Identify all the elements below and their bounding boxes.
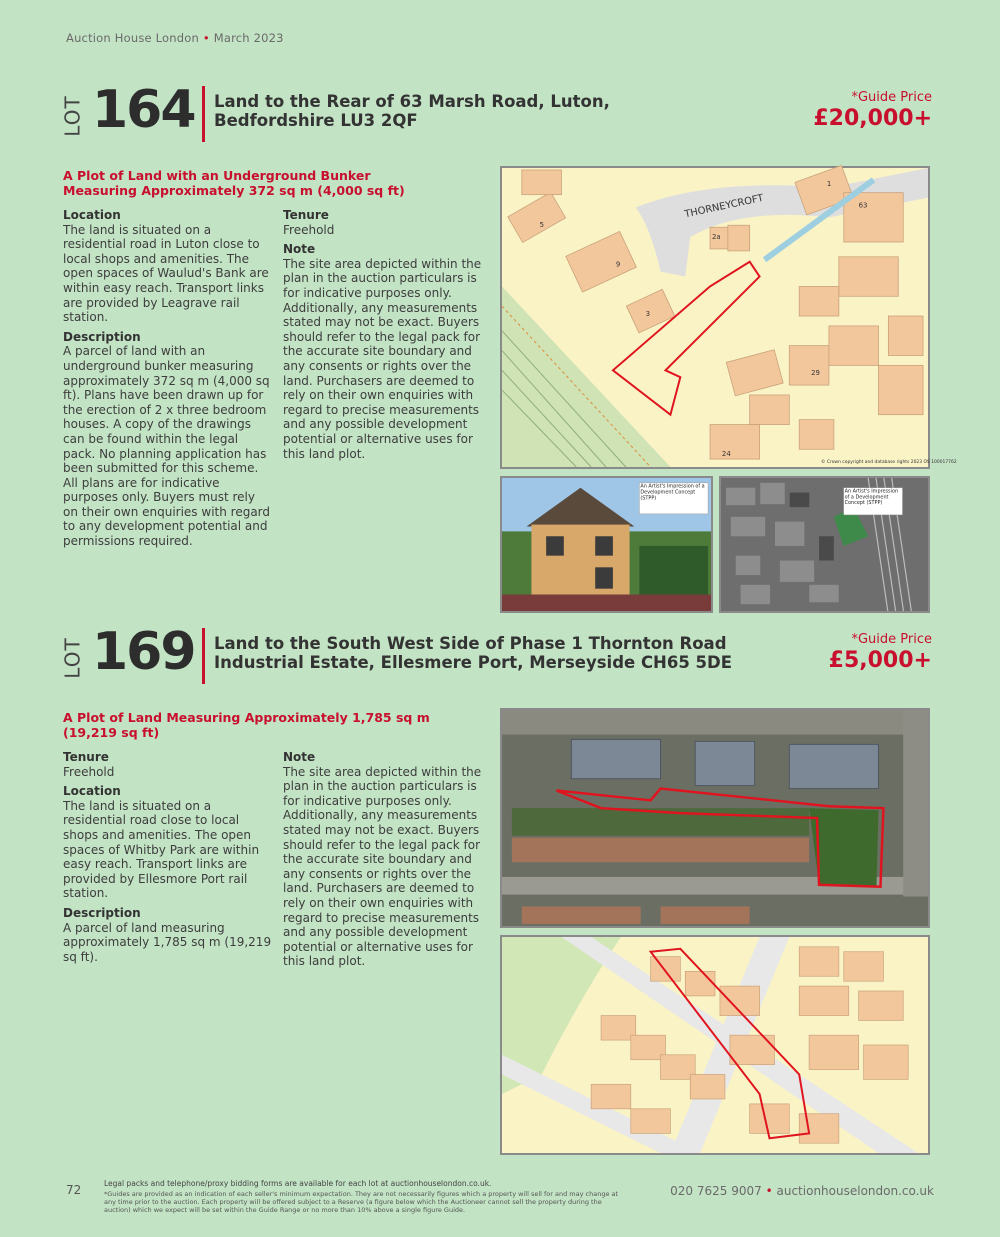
lot-164-left-column xyxy=(63,208,273,549)
lot-169-left-column xyxy=(63,750,275,964)
aerial-photo xyxy=(500,708,930,928)
location-text: The land is situated on a residential road in Luton close to local shops and amenities. The open spaces of Waulud's Bank are within easy reach. Transport links are provided by Leagrave rail station. xyxy=(63,222,269,325)
note-text: The site area depicted within the plan in the auction particulars is for indicative purposes only. Additionally, any measurements stated may not be exact. Buyers should refer to the legal pack for the accurate site boundary and any consents or rights over the land. Purchasers are deemed to rely on their own enquiries with regard to precise measurements and any possible development potential or alternative uses for this land plot. xyxy=(283,256,482,461)
guide-price-label: *Guide Price xyxy=(851,632,932,647)
location-heading: Location xyxy=(63,784,121,799)
publisher-name: Auction House London xyxy=(66,31,200,45)
location-text: The land is situated on a residential road close to local shops and amenities. The open spaces of Whitby Park are within easy reach. Transport links are provided by Ellesmore Port rail station. xyxy=(63,798,260,901)
phone-number[interactable]: 020 7625 9007 xyxy=(670,1184,762,1198)
lot-number: 169 xyxy=(92,622,195,682)
lot-164-right-column xyxy=(283,208,493,461)
lot-number: 164 xyxy=(92,80,195,140)
description-heading: Description xyxy=(63,905,141,920)
lot-169-right-column xyxy=(283,750,493,969)
lot-subheading: A Plot of Land Measuring Approximately 1,785 sq m (19,219 sq ft) xyxy=(63,710,430,740)
lot-label: LOT xyxy=(61,637,86,679)
guide-price-label: *Guide Price xyxy=(851,90,932,105)
map-house-number: 9 xyxy=(615,260,621,269)
site-plan-map xyxy=(500,935,930,1155)
tenure-text: Freehold xyxy=(63,764,115,779)
map-house-number: 63 xyxy=(858,201,868,210)
guide-price: £5,000+ xyxy=(828,648,932,673)
lot-title: Land to the South West Side of Phase 1 Thornton Road Industrial Estate, Ellesmere Port, Merseyside CH65 5DE xyxy=(214,634,733,672)
site-plan-map xyxy=(500,166,957,469)
map-street-label: THORNEYCROFT xyxy=(683,192,765,221)
map-house-number: 24 xyxy=(721,450,731,459)
lot-169-header xyxy=(61,622,932,708)
legal-packs-note: Legal packs and telephone/proxy bidding forms are available for each lot at auctionhouselondon.co.uk. xyxy=(104,1179,492,1188)
description-heading: Description xyxy=(63,329,141,344)
guide-disclaimer: *Guides are provided as an indication of each seller's minimum expectation. They are not necessarily figures which a property will sell for and may change at any time prior to the auction. Each property will be offered subject to a Reserve (a figure below which the Auctioneer cannot sell the property during the auction) which we expect will be set within the Guide Range or no more than 10% above a single figure Guide. xyxy=(104,1190,619,1214)
map-house-number: 2a xyxy=(712,233,721,242)
map-house-number: 5 xyxy=(539,221,545,230)
description-text: A parcel of land measuring approximately 1,785 sq m (19,219 sq ft). xyxy=(63,920,272,964)
impression-caption: An Artist's Impression of a Development Concept (STPP) xyxy=(844,488,899,507)
footer-legal xyxy=(104,1180,624,1214)
location-heading: Location xyxy=(63,208,121,222)
map-copyright: © Crown copyright and database rights 2023 OS 100017762 xyxy=(821,460,957,466)
guide-price-block xyxy=(829,632,932,673)
running-head xyxy=(66,31,284,45)
lot-title: Land to the Rear of 63 Marsh Road, Luton, Bedfordshire LU3 2QF xyxy=(214,92,610,130)
lot-164-header xyxy=(61,80,932,166)
description-text: A parcel of land with an underground bunker measuring approximately 372 sq m (4,000 sq ft). Plans have been drawn up for the erection of 2 x three bedroom houses. A copy of the drawings can be found within the legal pack. No planning application has been submitted for this scheme. All plans are for indicative purposes only. Buyers must rely on their own enquiries with regard to any development potential and permissions required. xyxy=(63,344,271,549)
divider xyxy=(202,86,205,142)
divider xyxy=(202,628,205,684)
note-heading: Note xyxy=(283,750,316,764)
note-text: The site area depicted within the plan in the auction particulars is for indicative purposes only. Additionally, any measurements stated may not be exact. Buyers should refer to the legal pack for the accurate site boundary and any consents or rights over the land. Purchasers are deemed to rely on their own enquiries with regard to precise measurements and any possible development potential or alternative uses for this land plot. xyxy=(283,764,482,969)
lot-subheading: A Plot of Land with an Underground Bunker Measuring Approximately 372 sq m (4,000 sq ft) xyxy=(63,168,405,198)
tenure-heading: Tenure xyxy=(63,750,109,764)
note-heading: Note xyxy=(283,242,316,257)
map-house-number: 3 xyxy=(645,310,651,319)
website-link[interactable]: auctionhouselondon.co.uk xyxy=(776,1184,934,1198)
map-house-number: 29 xyxy=(811,369,820,378)
artist-impression-render xyxy=(500,476,713,613)
footer-contact xyxy=(670,1184,934,1198)
footer-separator: • xyxy=(765,1184,773,1198)
tenure-heading: Tenure xyxy=(283,208,329,222)
guide-price: £20,000+ xyxy=(813,106,932,131)
issue-date: March 2023 xyxy=(213,31,284,45)
map-house-number: 1 xyxy=(826,179,832,188)
page-number: 72 xyxy=(66,1183,82,1197)
lot-label: LOT xyxy=(61,95,86,137)
header-separator: • xyxy=(202,31,210,45)
aerial-photo xyxy=(719,476,930,613)
guide-price-block xyxy=(813,90,932,131)
tenure-text: Freehold xyxy=(283,222,335,237)
impression-caption: An Artist's Impression of a Development Concept (STPP) xyxy=(640,483,705,502)
